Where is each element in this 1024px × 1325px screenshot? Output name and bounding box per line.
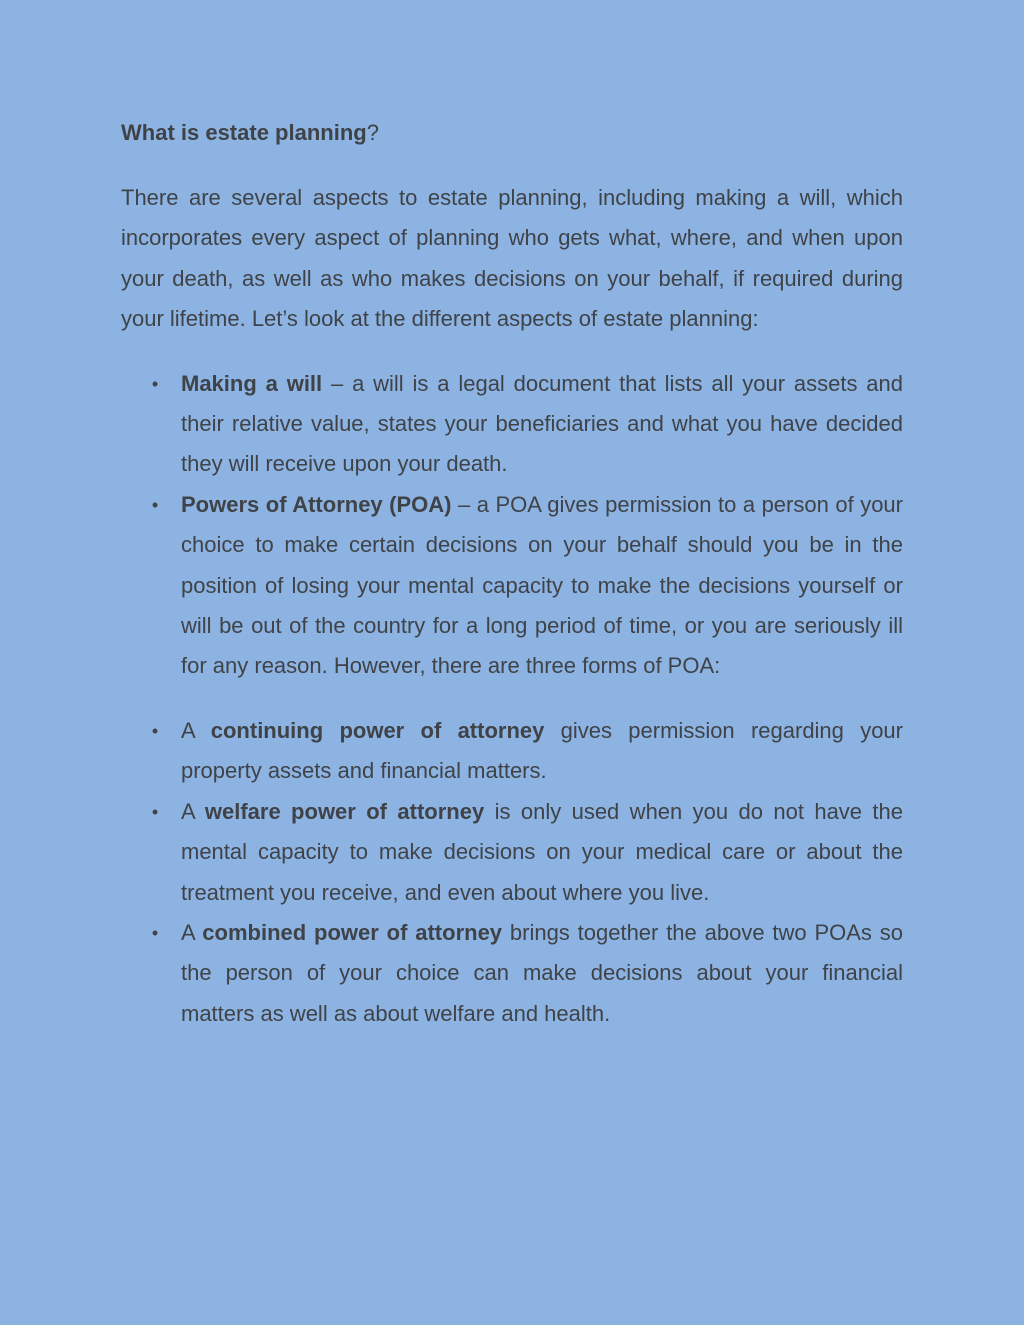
list-item-term: continuing power of attorney (210, 717, 545, 743)
page-title (121, 113, 903, 153)
list-item-powers-of-attorney (121, 485, 903, 687)
list-item-term: Making a will (181, 370, 323, 396)
list-item-prefix: A (181, 919, 203, 945)
title-punctuation: ? (366, 120, 379, 145)
list-item-term: combined power of attorney (202, 919, 503, 945)
list-item-text: – a will is a legal document that lists all your assets and their relative value, states your beneficiaries and what you have decided they will receive upon your death. (181, 370, 903, 477)
title-bold-text: What is estate planning (121, 120, 367, 145)
list-item-prefix: A (181, 717, 211, 743)
list-item-text: brings together the above two POAs so the person of your choice can make decisions about your financial matters as well as about welfare and health. (181, 919, 903, 1026)
bullet-icon: • (151, 922, 159, 943)
document-page (121, 113, 903, 1034)
aspects-list (121, 364, 903, 687)
list-item-continuing-poa (121, 711, 903, 792)
bullet-icon: • (151, 801, 159, 822)
poa-forms-list (121, 711, 903, 1034)
bullet-icon: • (151, 373, 159, 394)
list-item-text: – a POA gives permission to a person of your choice to make certain decisions on your behalf should you be in the position of losing your mental capacity to make the decisions yourself or will be out of the country for a long period of time, or you are seriously ill for any reason. However, there are three forms of POA: (181, 491, 903, 679)
list-item-combined-poa (121, 913, 903, 1034)
bullet-icon: • (151, 494, 159, 515)
list-item-prefix: A (181, 798, 205, 824)
list-item-term: welfare power of attorney (204, 798, 485, 824)
list-item-welfare-poa (121, 792, 903, 913)
list-item-text: gives permission regarding your property assets and financial matters. (181, 717, 903, 784)
list-item-term: Powers of Attorney (POA) (181, 491, 452, 517)
bullet-icon: • (151, 720, 159, 741)
intro-paragraph: There are several aspects to estate planning, including making a will, which incorporates every aspect of planning who gets what, where, and when upon your death, as well as who makes decisions on your behalf, if required during your lifetime. Let’s look at the different aspects of estate planning: (121, 185, 903, 332)
list-item-making-a-will (121, 364, 903, 485)
list-item-text: is only used when you do not have the mental capacity to make decisions on your medical care or about the treatment you receive, and even about where you live. (181, 798, 904, 905)
